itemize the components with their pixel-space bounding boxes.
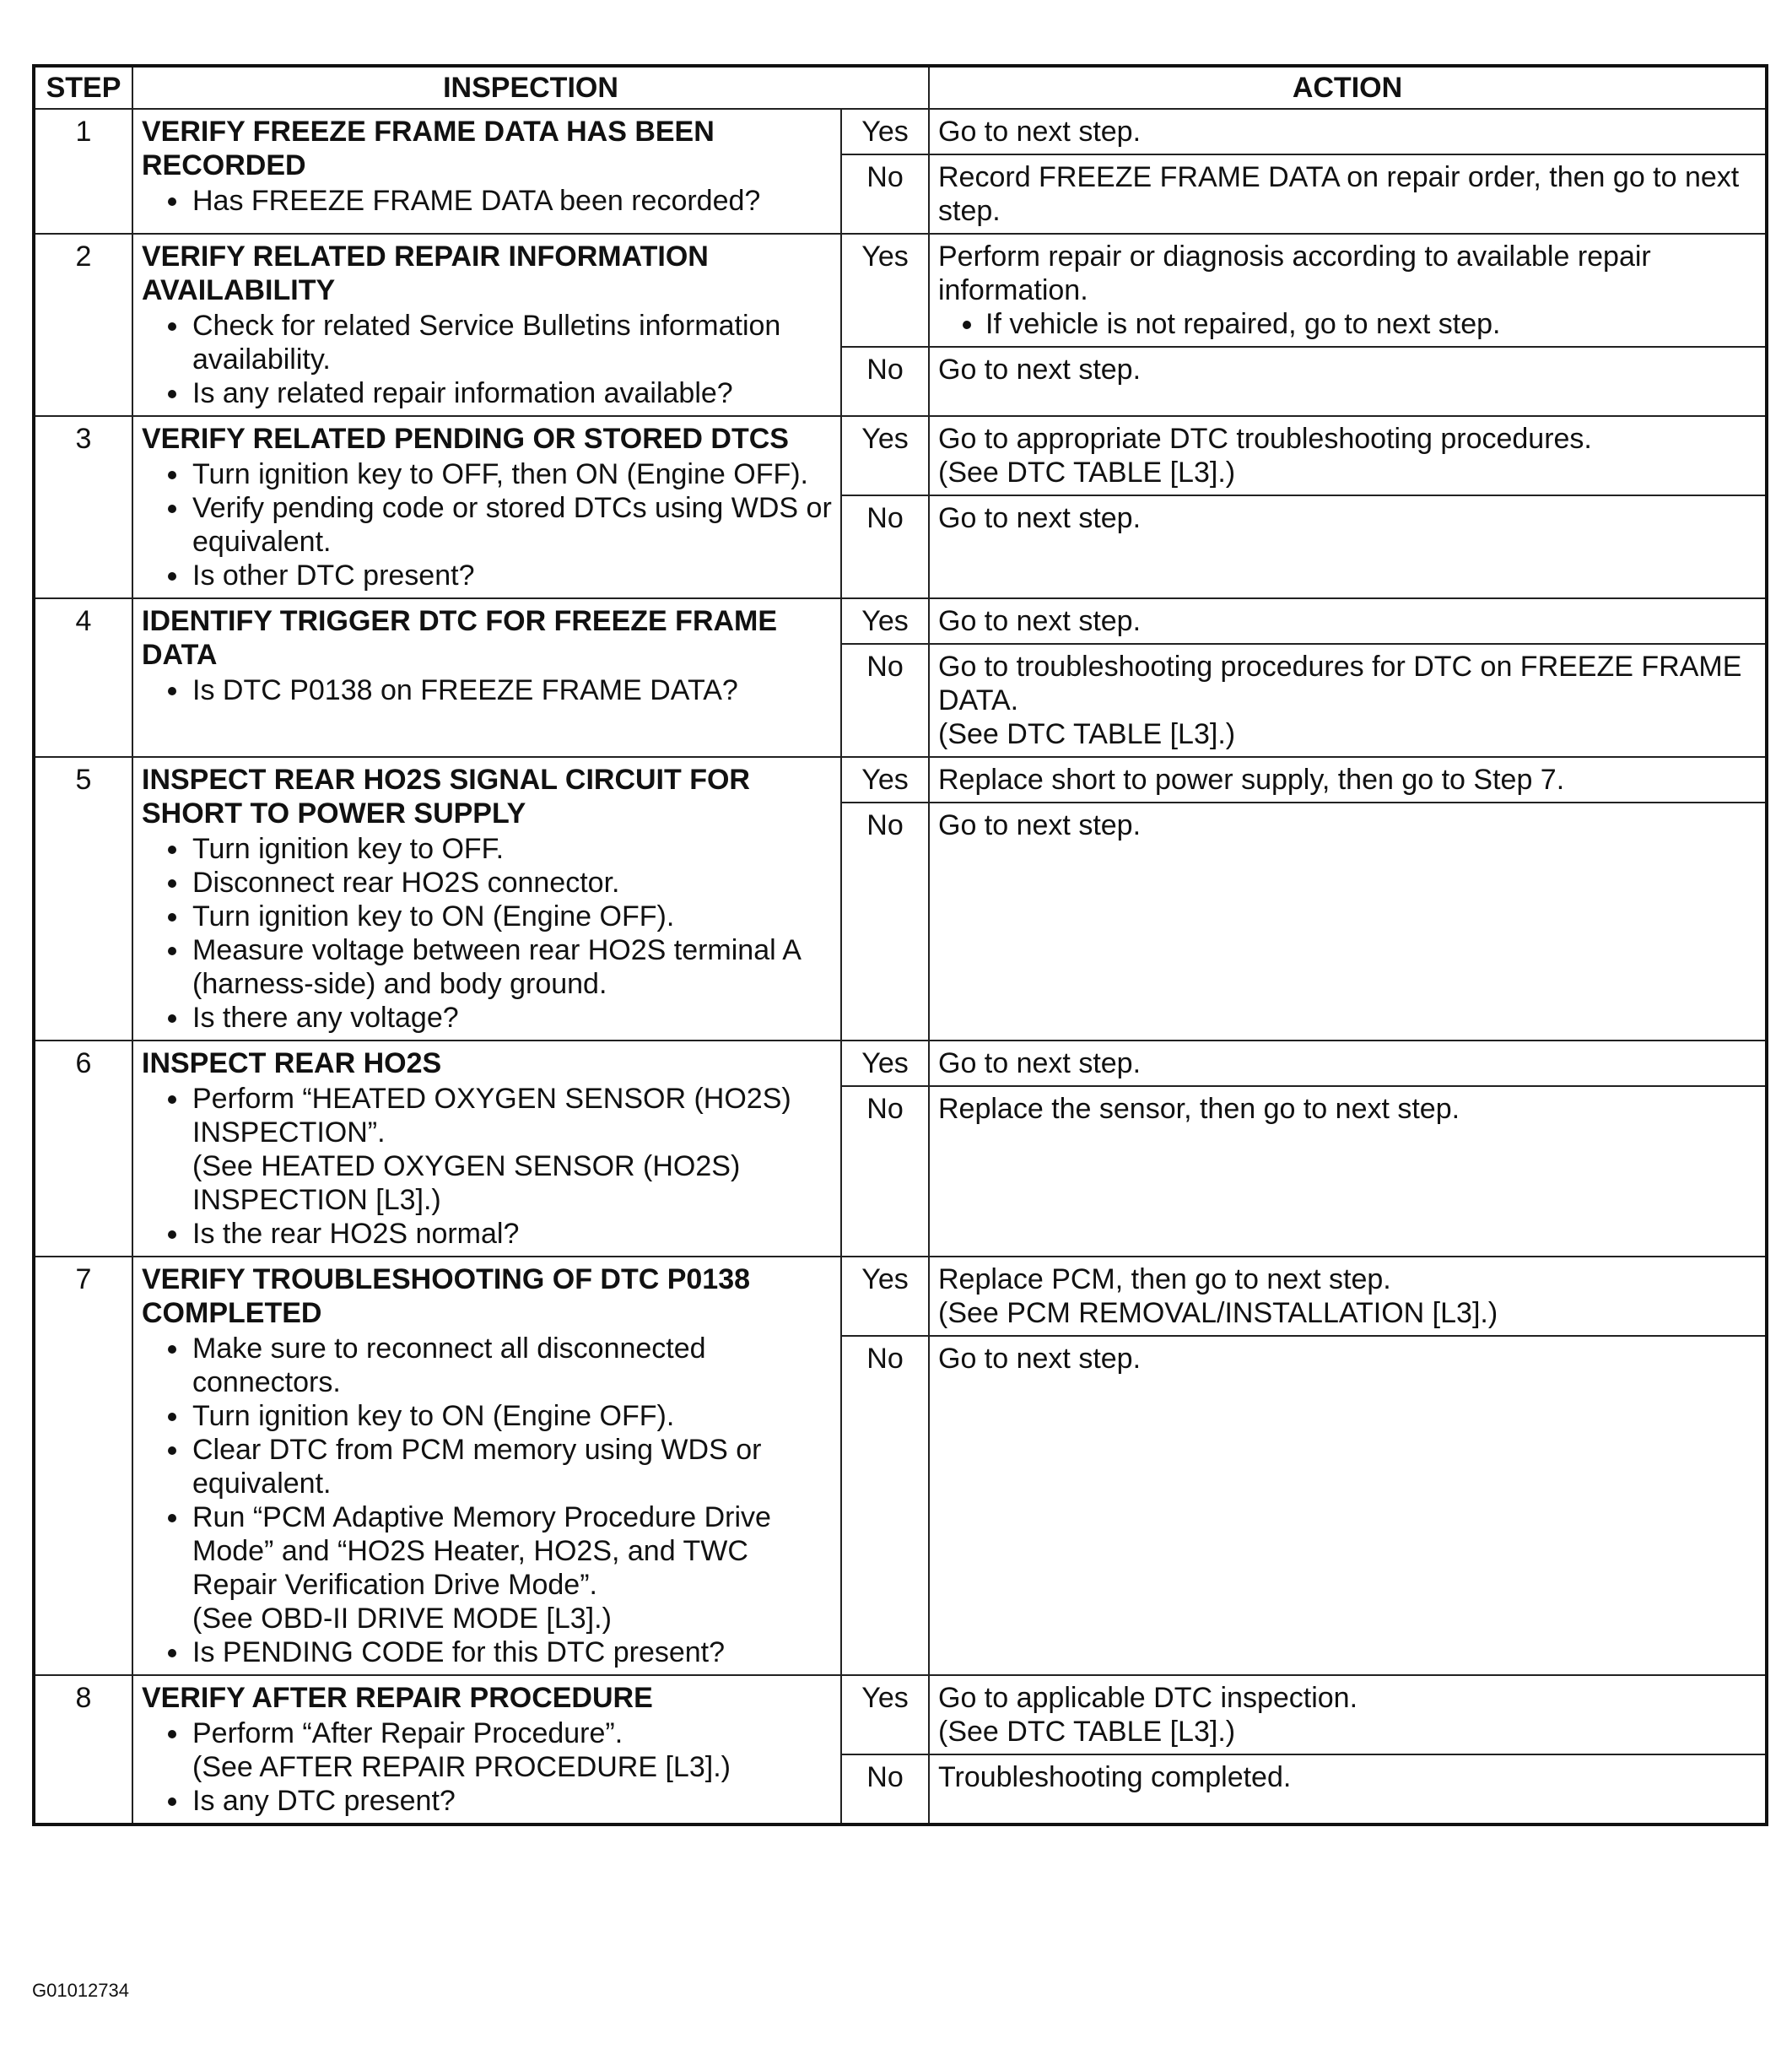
inspection-bullet — [191, 1082, 832, 1217]
inspection-bullets — [142, 673, 832, 707]
table-row — [34, 234, 1767, 347]
step-number: 3 — [34, 416, 132, 598]
no-label: No — [841, 1336, 929, 1675]
no-label: No — [841, 154, 929, 234]
bullet-text: Disconnect rear HO2S connector. — [192, 867, 620, 899]
step-number: 1 — [34, 109, 132, 234]
inspection-bullets — [142, 1082, 832, 1251]
bullet-text: Turn ignition key to ON (Engine OFF). — [192, 1400, 675, 1432]
inspection-bullet — [191, 673, 832, 707]
bullet-text: Perform “HEATED OXYGEN SENSOR (HO2S) INSPECTION”. — [192, 1083, 791, 1149]
reference-note: (See PCM REMOVAL/INSTALLATION [L3].) — [938, 1297, 1498, 1329]
header-inspection: INSPECTION — [132, 66, 929, 109]
table-body — [34, 109, 1767, 1824]
inspection-title: INSPECT REAR HO2S — [142, 1047, 442, 1079]
inspection-title: VERIFY TROUBLESHOOTING OF DTC P0138 COMPLETED — [142, 1263, 751, 1329]
action-text: Perform repair or diagnosis according to available repair information. — [938, 241, 1651, 306]
inspection-cell — [132, 1675, 841, 1824]
inspection-bullet — [191, 457, 832, 491]
inspection-title: VERIFY RELATED PENDING OR STORED DTCS — [142, 423, 789, 455]
reference-note: (See OBD-II DRIVE MODE [L3].) — [192, 1603, 612, 1635]
inspection-cell — [132, 1041, 841, 1257]
yes-label: Yes — [841, 416, 929, 495]
yes-label: Yes — [841, 1675, 929, 1754]
action-text: Go to appropriate DTC troubleshooting procedures. — [938, 423, 1592, 455]
bullet-text: Run “PCM Adaptive Memory Procedure Drive Mode” and “HO2S Heater, HO2S, and TWC Repair Verification Drive Mode”. — [192, 1501, 771, 1601]
inspection-bullets — [142, 1716, 832, 1818]
inspection-bullets — [142, 184, 832, 218]
bullet-text: Clear DTC from PCM memory using WDS or equivalent. — [192, 1434, 762, 1500]
no-action — [929, 495, 1767, 598]
bullet-text: Turn ignition key to OFF, then ON (Engine OFF). — [192, 458, 809, 490]
bullet-text: Is any DTC present? — [192, 1785, 456, 1817]
yes-action — [929, 416, 1767, 495]
inspection-bullet — [191, 1716, 832, 1784]
no-label: No — [841, 1086, 929, 1257]
inspection-cell — [132, 598, 841, 757]
inspection-bullets — [142, 1332, 832, 1669]
table-row — [34, 757, 1767, 803]
yes-action — [929, 1675, 1767, 1754]
bullet-text: Check for related Service Bulletins information availability. — [192, 310, 781, 376]
bullet-text: Verify pending code or stored DTCs using WDS or equivalent. — [192, 492, 832, 558]
action-text: Go to next step. — [938, 1047, 1142, 1079]
step-number: 4 — [34, 598, 132, 757]
yes-label: Yes — [841, 109, 929, 154]
inspection-bullet — [191, 376, 832, 410]
action-text: Replace short to power supply, then go to Step 7. — [938, 764, 1565, 796]
step-number: 5 — [34, 757, 132, 1041]
no-label: No — [841, 495, 929, 598]
inspection-bullet — [191, 1001, 832, 1035]
bullet-text: Turn ignition key to ON (Engine OFF). — [192, 900, 675, 932]
document-code: G01012734 — [32, 1980, 129, 2001]
yes-action — [929, 1041, 1767, 1086]
header-action: ACTION — [929, 66, 1767, 109]
bullet-text: Is DTC P0138 on FREEZE FRAME DATA? — [192, 674, 738, 706]
action-text: Go to next step. — [938, 809, 1142, 841]
table-row — [34, 1041, 1767, 1086]
inspection-bullet — [191, 559, 832, 592]
table-row — [34, 109, 1767, 154]
inspection-bullets — [142, 309, 832, 410]
no-action — [929, 347, 1767, 416]
table-row — [34, 598, 1767, 644]
step-number: 8 — [34, 1675, 132, 1824]
inspection-bullet — [191, 491, 832, 559]
action-bullet: • If vehicle is not repaired, go to next step. — [985, 307, 1757, 341]
inspection-cell — [132, 416, 841, 598]
yes-action — [929, 1257, 1767, 1336]
no-action — [929, 154, 1767, 234]
inspection-bullet — [191, 1217, 832, 1251]
inspection-bullet — [191, 1784, 832, 1818]
action-text: Go to applicable DTC inspection. — [938, 1682, 1358, 1714]
inspection-bullet — [191, 1635, 832, 1669]
dtc-troubleshooting-table — [32, 64, 1768, 1826]
inspection-bullet — [191, 933, 832, 1001]
bullet-text: Is there any voltage? — [192, 1002, 459, 1034]
inspection-bullet — [191, 1399, 832, 1433]
inspection-bullets — [142, 832, 832, 1035]
yes-label: Yes — [841, 234, 929, 347]
no-label: No — [841, 347, 929, 416]
inspection-bullet — [191, 309, 832, 376]
yes-action — [929, 598, 1767, 644]
inspection-bullet — [191, 832, 832, 866]
reference-note: (See DTC TABLE [L3].) — [938, 718, 1236, 750]
no-label: No — [841, 644, 929, 757]
no-label: No — [841, 803, 929, 1041]
reference-note: (See DTC TABLE [L3].) — [938, 457, 1236, 489]
bullet-text: Measure voltage between rear HO2S terminal A (harness-side) and body ground. — [192, 934, 801, 1000]
troubleshooting-sheet — [32, 64, 1765, 1826]
reference-note: (See AFTER REPAIR PROCEDURE [L3].) — [192, 1751, 731, 1783]
no-action — [929, 1086, 1767, 1257]
inspection-title: IDENTIFY TRIGGER DTC FOR FREEZE FRAME DATA — [142, 605, 778, 671]
table-row — [34, 1257, 1767, 1336]
step-number: 2 — [34, 234, 132, 416]
action-text: Record FREEZE FRAME DATA on repair order, then go to next step. — [938, 161, 1740, 227]
bullet-text: Is any related repair information available? — [192, 377, 733, 409]
action-text: Go to next step. — [938, 1343, 1142, 1375]
action-text: Go to troubleshooting procedures for DTC on FREEZE FRAME DATA. — [938, 651, 1742, 716]
bullet-text: Make sure to reconnect all disconnected connectors. — [192, 1333, 706, 1398]
step-number: 7 — [34, 1257, 132, 1675]
bullet-text: Turn ignition key to OFF. — [192, 833, 505, 865]
bullet-text: Has FREEZE FRAME DATA been recorded? — [192, 185, 761, 217]
inspection-title: VERIFY AFTER REPAIR PROCEDURE — [142, 1682, 653, 1714]
header-step: STEP — [34, 66, 132, 109]
inspection-title: VERIFY FREEZE FRAME DATA HAS BEEN RECORDED — [142, 116, 715, 181]
action-text: Go to next step. — [938, 605, 1142, 637]
header-row — [34, 66, 1767, 109]
no-label: No — [841, 1754, 929, 1824]
reference-note: (See DTC TABLE [L3].) — [938, 1716, 1236, 1748]
step-number: 6 — [34, 1041, 132, 1257]
inspection-title: VERIFY RELATED REPAIR INFORMATION AVAILABILITY — [142, 241, 709, 306]
yes-action — [929, 757, 1767, 803]
inspection-cell — [132, 1257, 841, 1675]
action-text: Go to next step. — [938, 502, 1142, 534]
inspection-bullet — [191, 1332, 832, 1399]
inspection-cell — [132, 757, 841, 1041]
action-text: Go to next step. — [938, 354, 1142, 386]
action-text: Troubleshooting completed. — [938, 1761, 1292, 1793]
yes-label: Yes — [841, 1041, 929, 1086]
yes-label: Yes — [841, 1257, 929, 1336]
yes-action — [929, 234, 1767, 347]
no-action — [929, 803, 1767, 1041]
inspection-bullet — [191, 1500, 832, 1635]
bullet-text: Is other DTC present? — [192, 559, 475, 592]
no-action — [929, 644, 1767, 757]
table-row — [34, 1675, 1767, 1754]
bullet-text: Is PENDING CODE for this DTC present? — [192, 1636, 726, 1668]
inspection-bullet — [191, 184, 832, 218]
action-text: Replace the sensor, then go to next step. — [938, 1093, 1460, 1125]
no-action — [929, 1336, 1767, 1675]
inspection-cell — [132, 234, 841, 416]
yes-action — [929, 109, 1767, 154]
reference-note: (See HEATED OXYGEN SENSOR (HO2S) INSPECTION [L3].) — [192, 1150, 748, 1216]
yes-label: Yes — [841, 598, 929, 644]
table-row — [34, 416, 1767, 495]
bullet-text: Perform “After Repair Procedure”. — [192, 1717, 623, 1749]
inspection-bullet — [191, 1433, 832, 1500]
bullet-text: Is the rear HO2S normal? — [192, 1218, 520, 1250]
inspection-bullet — [191, 866, 832, 900]
action-text: Go to next step. — [938, 116, 1142, 148]
inspection-bullets — [142, 457, 832, 592]
inspection-title: INSPECT REAR HO2S SIGNAL CIRCUIT FOR SHORT TO POWER SUPPLY — [142, 764, 750, 830]
inspection-bullet — [191, 900, 832, 933]
yes-label: Yes — [841, 757, 929, 803]
action-bullets — [938, 307, 1757, 341]
no-action — [929, 1754, 1767, 1824]
inspection-cell — [132, 109, 841, 234]
action-text: Replace PCM, then go to next step. — [938, 1263, 1391, 1295]
